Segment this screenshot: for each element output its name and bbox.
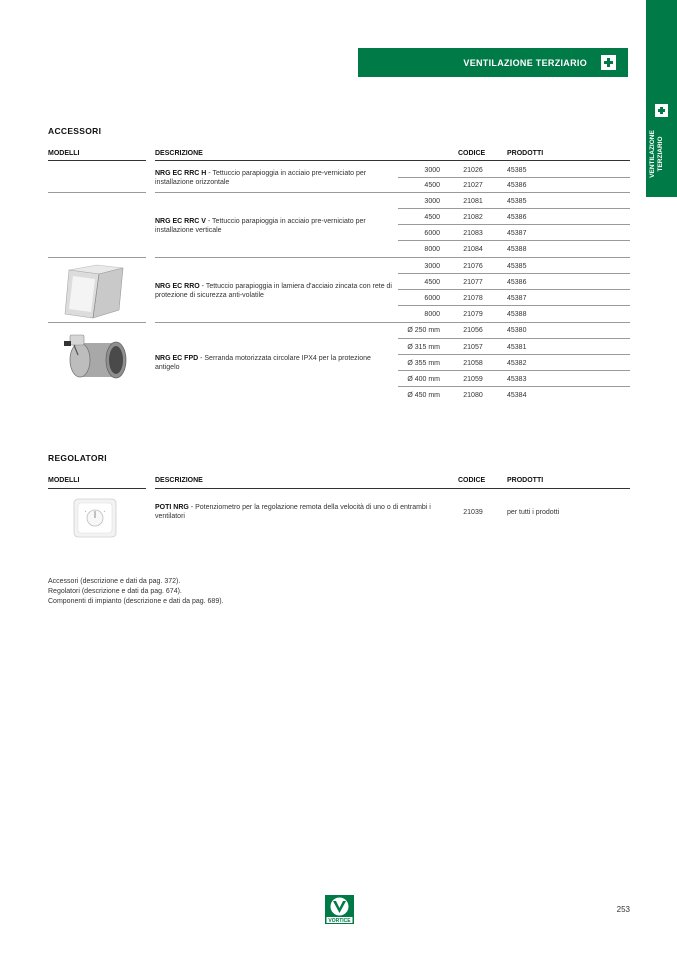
size-cell: 6000 (424, 295, 440, 302)
code-cell: 21080 (463, 392, 483, 399)
col-header-modelli: MODELLI (48, 150, 80, 157)
row-divider (398, 224, 630, 225)
code-cell: 21084 (463, 246, 483, 253)
side-tab (646, 0, 677, 197)
potentiometer-image (70, 495, 122, 541)
row-divider (398, 208, 630, 209)
header-rule (155, 488, 630, 489)
size-cell: Ø 400 mm (407, 376, 440, 383)
product-cell: 45381 (507, 344, 527, 351)
code-cell: 21081 (463, 198, 483, 205)
note-componenti: Componenti di impianto (descrizione e dati da pag. 689). (48, 598, 224, 605)
code-cell: 21026 (463, 167, 483, 174)
size-cell: 8000 (424, 246, 440, 253)
size-cell: Ø 250 mm (407, 327, 440, 334)
accessori-title: ACCESSORI (48, 126, 102, 136)
code-cell: 21082 (463, 214, 483, 221)
size-cell: 4500 (424, 182, 440, 189)
brand-text: VORTICE (328, 918, 351, 924)
header-rule (48, 488, 146, 489)
motorized-damper-image (62, 329, 128, 383)
col-header-codice: CODICE (458, 477, 486, 484)
row-divider (398, 370, 630, 371)
code-cell: 21078 (463, 295, 483, 302)
code-cell: 21076 (463, 263, 483, 270)
col-header-descrizione: DESCRIZIONE (155, 477, 203, 484)
code-cell: 21059 (463, 376, 483, 383)
product-cell: 45386 (507, 182, 527, 189)
product-cell: 45385 (507, 198, 527, 205)
code-cell: 21057 (463, 344, 483, 351)
col-header-prodotti: PRODOTTI (507, 150, 544, 157)
size-cell: 4500 (424, 214, 440, 221)
size-cell: 3000 (424, 263, 440, 270)
product-cell: 45387 (507, 230, 527, 237)
page-number: 253 (616, 905, 630, 914)
code-cell: 21077 (463, 279, 483, 286)
col-header-descrizione: DESCRIZIONE (155, 150, 203, 157)
code-cell: 21083 (463, 230, 483, 237)
row-divider (398, 338, 630, 339)
size-cell: 4500 (424, 279, 440, 286)
size-cell: 8000 (424, 311, 440, 318)
product-cell: 45384 (507, 392, 527, 399)
header-rule (48, 160, 146, 161)
size-cell: Ø 315 mm (407, 344, 440, 351)
note-accessori: Accessori (descrizione e dati da pag. 372). (48, 578, 181, 585)
product-cell: 45383 (507, 376, 527, 383)
group-divider (48, 257, 146, 258)
size-cell: Ø 450 mm (407, 392, 440, 399)
description-poti-nrg: POTI NRG - Potenziometro per la regolazione remota della velocità di uno o di entrambi i ventilatori (155, 504, 431, 520)
section-banner-title: VENTILAZIONE TERZIARIO (463, 57, 587, 68)
description-nrg-ec-rrc-h: NRG EC RRC H - Tettuccio parapioggia in acciaio pre-verniciato per installazione orizzontale (155, 170, 367, 186)
note-regolatori: Regolatori (descrizione e dati da pag. 674). (48, 588, 182, 595)
code-cell: 21079 (463, 311, 483, 318)
row-divider (398, 289, 630, 290)
size-cell: Ø 355 mm (407, 360, 440, 367)
vortice-logo (325, 895, 354, 924)
product-cell: 45380 (507, 327, 527, 334)
code-cell: 21039 (463, 509, 483, 516)
code-cell: 21027 (463, 182, 483, 189)
product-cell: 45386 (507, 279, 527, 286)
product-cell: per tutti i prodotti (507, 509, 560, 516)
plus-icon (655, 104, 668, 117)
group-divider (48, 322, 146, 323)
size-cell: 6000 (424, 230, 440, 237)
group-divider (155, 192, 630, 193)
group-divider (155, 257, 630, 258)
product-cell: 45386 (507, 214, 527, 221)
size-cell: 3000 (424, 198, 440, 205)
col-header-prodotti: PRODOTTI (507, 477, 544, 484)
description-nrg-ec-fpd: NRG EC FPD - Serranda motorizzata circolare IPX4 per la protezione antigelo (155, 355, 371, 371)
regolatori-title: REGOLATORI (48, 453, 107, 463)
code-cell: 21056 (463, 327, 483, 334)
product-cell: 45385 (507, 263, 527, 270)
col-header-codice: CODICE (458, 150, 486, 157)
product-cell: 45382 (507, 360, 527, 367)
plus-icon (601, 55, 616, 70)
description-nrg-ec-rro: NRG EC RRO - Tettuccio parapioggia in lamiera d'acciaio zincata con rete di protezione di sicurezza anti-volatile (155, 283, 392, 299)
row-divider (398, 305, 630, 306)
row-divider (398, 240, 630, 241)
rain-hood-image (63, 264, 125, 320)
description-nrg-ec-rrc-v: NRG EC RRC V - Tettuccio parapioggia in acciaio pre-verniciato per installazione verticale (155, 218, 366, 234)
side-tab-label: VENTILAZIONE TERZIARIO (649, 130, 664, 178)
product-cell: 45388 (507, 311, 527, 318)
product-cell: 45387 (507, 295, 527, 302)
col-header-modelli: MODELLI (48, 477, 80, 484)
code-cell: 21058 (463, 360, 483, 367)
product-cell: 45388 (507, 246, 527, 253)
row-divider (398, 386, 630, 387)
row-divider (398, 273, 630, 274)
header-rule (155, 160, 630, 161)
product-cell: 45385 (507, 167, 527, 174)
row-divider (398, 354, 630, 355)
group-divider (48, 192, 146, 193)
size-cell: 3000 (424, 167, 440, 174)
section-banner (358, 48, 628, 77)
